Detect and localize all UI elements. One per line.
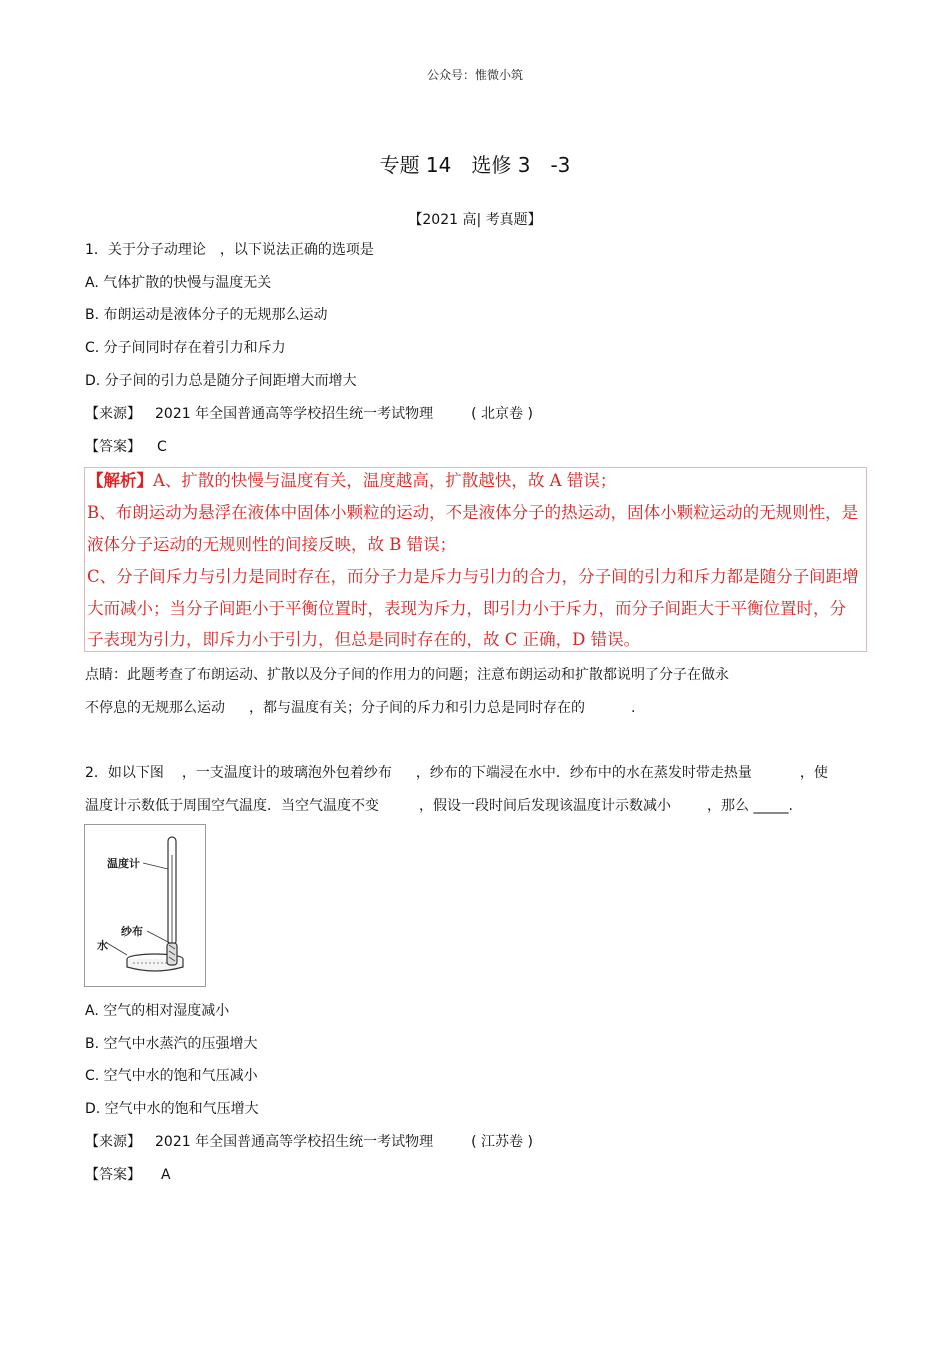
q2-source-label: 【来源】 — [85, 1134, 141, 1150]
q1-comment-line-1: 点睛：此题考查了布朗运动、扩散以及分子间的作用力的问题；注意布朗运动和扩散都说明了分子在做永 — [85, 667, 729, 683]
q2-option-c: C. 空气中水的饱和气压减小 — [85, 1068, 258, 1084]
analysis-line-1-text: A、扩散的快慢与温度有关，温度越高，扩散越快，故 A 错误； — [153, 471, 617, 490]
analysis-line-2: B、布朗运动为悬浮在液体中固体小颗粒的运动，不是液体分子的热运动，固体小颗粒运动的无规则性，是 — [87, 503, 859, 522]
q2-option-b: B. 空气中水蒸汽的压强增大 — [85, 1036, 258, 1052]
q1-source-label: 【来源】 — [85, 406, 141, 422]
section-heading: 【2021 高| 考真题】 — [408, 212, 542, 228]
figure-label-thermometer: 温度计 — [107, 857, 140, 870]
q2-option-a: A. 空气的相对湿度减小 — [85, 1003, 230, 1019]
q1-stem-part-2: ，以下说法正确的选项是 — [219, 242, 374, 258]
q1-stem-part-1: 1．关于分子动理论 — [85, 242, 206, 258]
q2-stem-part-4: ，使 — [799, 765, 828, 781]
q2-answer-label: 【答案】 — [85, 1167, 141, 1183]
q1-analysis-box — [84, 467, 867, 652]
comment-part-2: ，都与温度有关；分子间的斥力和引力总是同时存在的 — [249, 700, 585, 716]
comment-part-1: 不停息的无规那么运动 — [85, 700, 225, 716]
q2-answer — [85, 1166, 171, 1184]
q1-answer-value: C — [157, 439, 167, 455]
figure-label-gauze: 纱布 — [121, 925, 143, 938]
analysis-line-6: 子表现为引力，即斥力小于引力，但总是同时存在的，故 C 正确，D 错误。 — [87, 630, 641, 649]
analysis-line-1 — [87, 470, 616, 492]
analysis-line-5: 大而减小；当分子间距小于平衡位置时，表现为斥力，即引力小于斥力，而分子间距大于平衡位置时，分 — [87, 599, 846, 618]
q2-answer-value: A — [161, 1167, 171, 1183]
q2-stem-part-3: ，纱布的下端浸在水中．纱布中的水在蒸发时带走热量 — [415, 765, 752, 781]
analysis-line-3: 液体分子运动的无规则性的间接反映，故 B 错误； — [87, 535, 457, 554]
q2-stem-part-1: 2．如以下图 — [85, 765, 164, 781]
thermometer-figure — [84, 824, 206, 987]
q2-stem-line-2 — [85, 797, 793, 815]
q2-stem-part-7: ，那么 _____. — [707, 798, 793, 814]
q2-source — [85, 1133, 533, 1151]
analysis-head: 【解析】 — [87, 471, 153, 490]
page-header: 公众号：惟微小筑 — [426, 68, 523, 82]
figure-label-water: 水 — [97, 939, 108, 952]
q1-option-a: A. 气体扩散的快慢与温度无关 — [85, 275, 272, 291]
q2-source-paper: ( 江苏卷 ) — [471, 1134, 533, 1150]
analysis-line-4: C、分子间斥力与引力是同时存在，而分子力是斥力与引力的合力，分子间的引力和斥力都是随分子间距增 — [87, 567, 859, 586]
thermometer-illustration — [85, 825, 205, 986]
q2-stem-line-1 — [85, 764, 828, 782]
q1-option-d: D. 分子间的引力总是随分子间距增大而增大 — [85, 373, 357, 389]
q2-source-text: 2021 年全国普通高等学校招生统一考试物理 — [155, 1134, 434, 1150]
q1-source-paper: ( 北京卷 ) — [471, 406, 533, 422]
q2-option-d: D. 空气中水的饱和气压增大 — [85, 1101, 259, 1117]
comment-part-3: . — [631, 700, 636, 716]
q1-comment-line-2 — [85, 699, 635, 717]
q2-stem-part-6: ，假设一段时间后发现该温度计示数减小 — [419, 798, 671, 814]
q2-stem-part-2: ，一支温度计的玻璃泡外包着纱布 — [181, 765, 392, 781]
q1-source-text: 2021 年全国普通高等学校招生统一考试物理 — [155, 406, 434, 422]
q1-source — [85, 405, 533, 423]
q1-option-c: C. 分子间同时存在着引力和斥力 — [85, 340, 286, 356]
q1-stem — [85, 241, 374, 259]
page-title: 专题 14 选修 3 -3 — [379, 153, 571, 177]
q1-answer-label: 【答案】 — [85, 439, 141, 455]
q2-stem-part-5: 温度计示数低于周围空气温度．当空气温度不变 — [85, 798, 379, 814]
q1-option-b: B. 布朗运动是液体分子的无规那么运动 — [85, 307, 328, 323]
q1-answer — [85, 438, 167, 456]
